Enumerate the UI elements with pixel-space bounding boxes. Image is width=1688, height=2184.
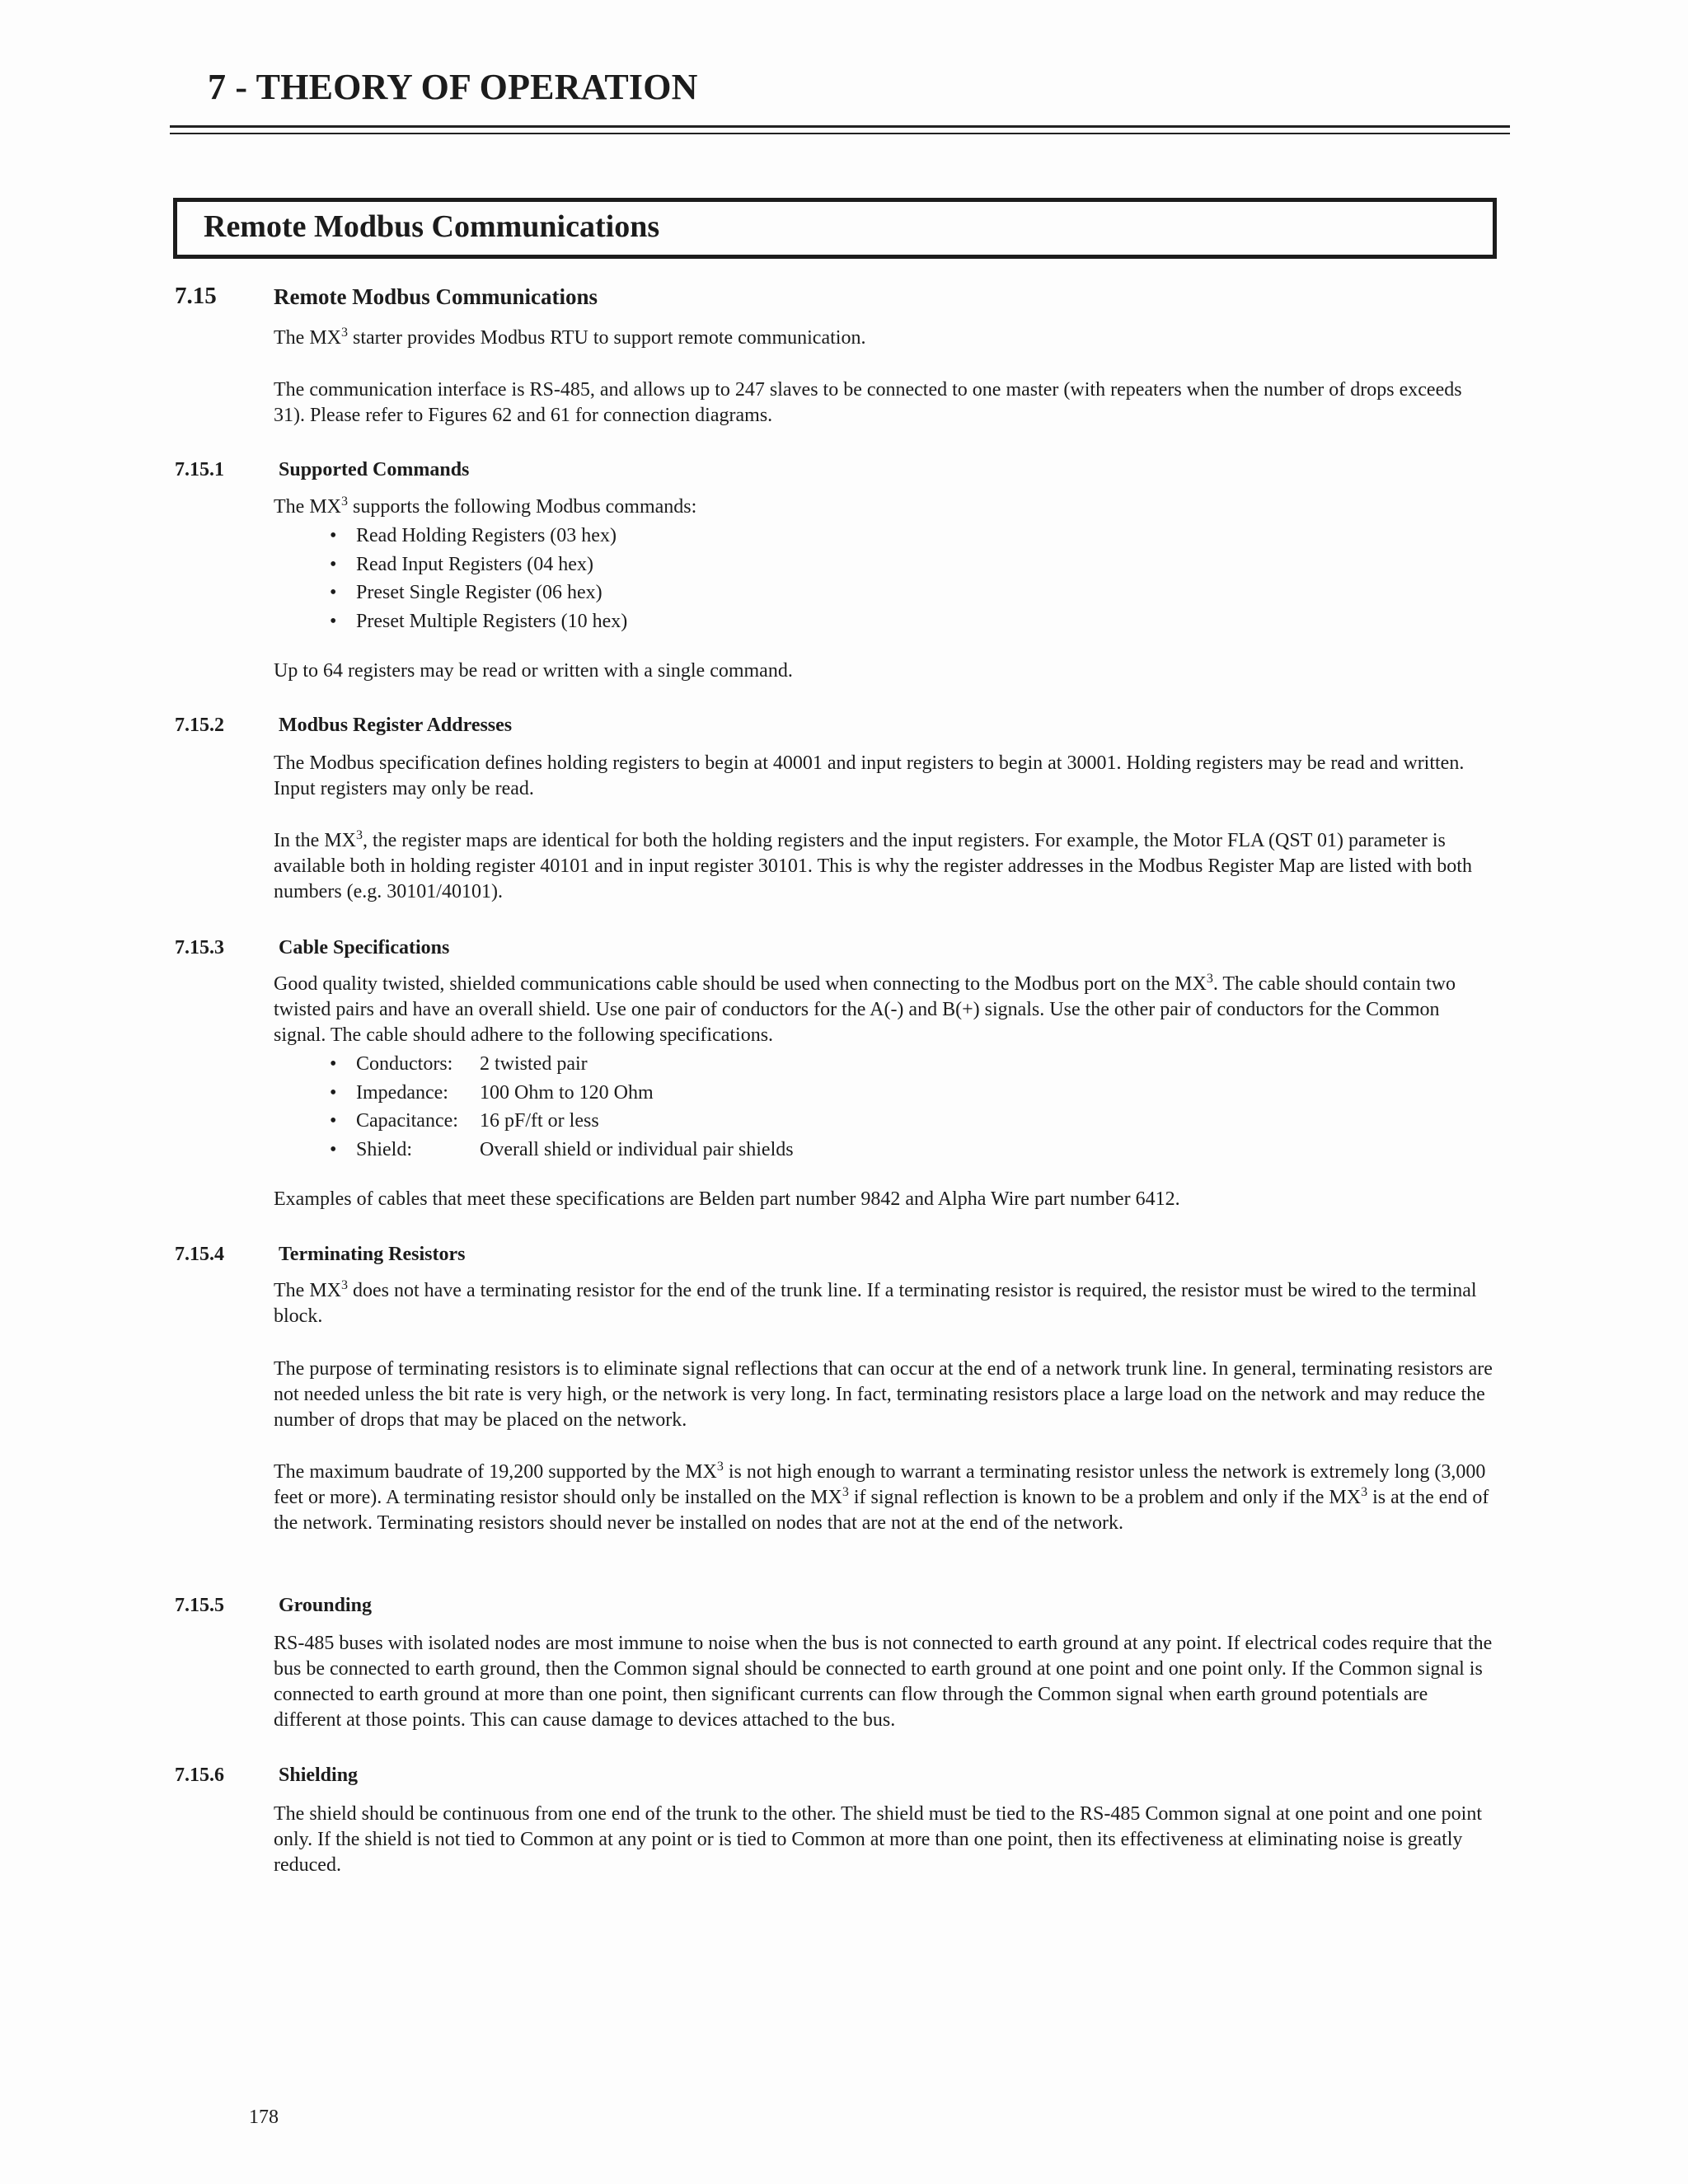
section-title-box bbox=[173, 198, 1497, 259]
bullet-icon: • bbox=[330, 525, 337, 546]
list-item: • Impedance: 100 Ohm to 120 Ohm bbox=[330, 1079, 794, 1108]
list-item: • Shield: Overall shield or individual pair shields bbox=[330, 1136, 794, 1165]
chapter-title: 7 - THEORY OF OPERATION bbox=[208, 67, 698, 107]
section-title-7-15-2: Modbus Register Addresses bbox=[279, 715, 513, 736]
section-title-7-15-4: Terminating Resistors bbox=[279, 1244, 466, 1265]
paragraph-7-15-4-baudrate: The maximum baudrate of 19,200 supported by the $MX^3$ is not high enough to warrant a terminating resistor unless the network is extremely long (3,000 feet or more). A terminating resistor should only be installed on the $MX^3$ if signal reflection is known to be a problem and only if the $MX^3$ is at the end of the network. Terminating resistors should never be installed on nodes that are not at the end of the network. bbox=[274, 1460, 1489, 1534]
paragraph-7-15-1-registers: Up to 64 registers may be read or written with a single command. bbox=[274, 660, 793, 682]
paragraph-7-15-3-examples: Examples of cables that meet these specifications are Belden part number 9842 and Alpha Wire part number 6412. bbox=[274, 1188, 1180, 1210]
section-title-7-15: Remote Modbus Communications bbox=[274, 284, 598, 309]
bullet-icon: • bbox=[330, 1053, 337, 1075]
paragraph-7-15-2-maps: In the $MX^3$, the register maps are identical for both the holding registers and the input registers. For example, the Motor FLA (QST 01) parameter is available both in holding register 40101 and in input register 30101. This is why the register addresses in the Modbus Register Map are listed with both numbers (e.g. 30101/40101). bbox=[274, 828, 1472, 902]
section-number-7-15-2: 7.15.2 bbox=[175, 715, 224, 736]
bullet-icon: • bbox=[330, 610, 337, 632]
paragraph-7-15-4-purpose: The purpose of terminating resistors is to eliminate signal reflections that can occur at the end of a network trunk line. In general, terminating resistors are not needed unless the bit rate is very high, or the network is very long. In fact, terminating resistors place a large load on the network and may reduce the number of drops that may be placed on the network. bbox=[274, 1358, 1493, 1431]
section-number-7-15-6: 7.15.6 bbox=[175, 1765, 224, 1786]
list-item: • Read Holding Registers (03 hex) bbox=[330, 522, 627, 551]
section-title-7-15-5: Grounding bbox=[279, 1595, 372, 1616]
list-item: • Preset Multiple Registers (10 hex) bbox=[330, 607, 627, 636]
paragraph-7-15-3-cable: Good quality twisted, shielded communications cable should be used when connecting to the Modbus port on the $MX^3$. The cable should contain two twisted pairs and have an overall shield. Use one pair of conductors for the A(-) and B(+) signals. Use the other pair of conductors for the Common signal. The cable should adhere to the following specifications. bbox=[274, 972, 1456, 1046]
list-item: • Capacitance: 16 pF/ft or less bbox=[330, 1107, 794, 1136]
cable-specifications-list bbox=[330, 1050, 794, 1164]
paragraph-7-15-4-intro: The $MX^3$ does not have a terminating resistor for the end of the trunk line. If a terminating resistor is required, the resistor must be wired to the terminal block. bbox=[274, 1278, 1477, 1327]
paragraph-7-15-2-spec: The Modbus specification defines holding registers to begin at 40001 and input registers to begin at 30001. Holding registers may be read and written. Input registers may only be read. bbox=[274, 752, 1465, 799]
bullet-icon: • bbox=[330, 1081, 337, 1104]
section-number-7-15-3: 7.15.3 bbox=[175, 937, 224, 958]
section-number-7-15: 7.15 bbox=[175, 283, 217, 309]
bullet-icon: • bbox=[330, 553, 337, 575]
header-rule-bottom bbox=[170, 133, 1510, 134]
bullet-icon: • bbox=[330, 582, 337, 603]
page-number: 178 bbox=[249, 2107, 279, 2128]
section-number-7-15-1: 7.15.1 bbox=[175, 459, 224, 480]
section-number-7-15-5: 7.15.5 bbox=[175, 1595, 224, 1616]
list-item: • Preset Single Register (06 hex) bbox=[330, 579, 627, 607]
paragraph-7-15-1-intro: The $MX^3$ supports the following Modbus commands: bbox=[274, 494, 697, 518]
header-rule-top bbox=[170, 125, 1510, 128]
section-title-7-15-6: Shielding bbox=[279, 1765, 359, 1786]
paragraph-7-15-intro: The $MX^3$ starter provides Modbus RTU to support remote communication. bbox=[274, 326, 866, 349]
paragraph-7-15-interface: The communication interface is RS-485, and allows up to 247 slaves to be connected to one master (with repeaters when the number of drops exceeds 31). Please refer to Figures 62 and 61 for connection diagrams. bbox=[274, 379, 1462, 426]
bullet-icon: • bbox=[330, 1138, 337, 1160]
bullet-icon: • bbox=[330, 1110, 337, 1132]
supported-commands-list bbox=[330, 522, 627, 635]
section-title-7-15-1: Supported Commands bbox=[279, 459, 470, 480]
paragraph-7-15-5-grounding: RS-485 buses with isolated nodes are most immune to noise when the bus is not connected to earth ground at any point. If electrical codes require that the bus be connected to earth ground, then the Common signal should be connected to earth ground at one point and one point only. If the Common signal is connected to earth ground at more than one point, then significant currents can flow through the Common signal when earth ground potentials are different at those points. This can cause damage to devices attached to the bus. bbox=[274, 1633, 1493, 1731]
paragraph-7-15-6-shielding: The shield should be continuous from one end of the trunk to the other. The shield must be tied to the RS-485 Common signal at one point and one point only. If the shield is not tied to Common at any point or is tied to Common at more than one point, then its effectiveness at eliminating noise is greatly reduced. bbox=[274, 1803, 1483, 1876]
list-item: • Conductors: 2 twisted pair bbox=[330, 1050, 794, 1079]
section-number-7-15-4: 7.15.4 bbox=[175, 1244, 224, 1265]
list-item: • Read Input Registers (04 hex) bbox=[330, 551, 627, 579]
section-title-7-15-3: Cable Specifications bbox=[279, 937, 450, 958]
section-box-title: Remote Modbus Communications bbox=[204, 209, 660, 244]
